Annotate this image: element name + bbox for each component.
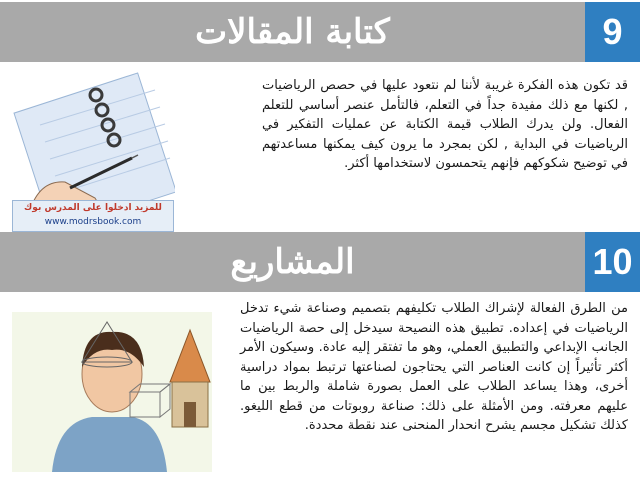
section-9-banner: [0, 2, 640, 62]
section-9-number: 9: [585, 2, 640, 62]
watermark-line1: للمزيد ادخلوا على المدرس بوك: [24, 203, 162, 213]
section-10-number: 10: [585, 232, 640, 292]
section-9-title: كتابة المقالات: [195, 12, 390, 52]
section-9-paragraph: قد تكون هذه الفكرة غريبة لأننا لم نتعود عليها في حصص الرياضيات , لكنها مع ذلك مفيدة جداً في التعلم، فالتأمل عنصر أساسي للتعلم الفعال. ولن يدرك الطلاب قيمة الكتابة عن عمليات التفكير في الرياضيات في البداية , لكن بمجرد ما يرون كيف يمكنها مساعدتهم في توضيح شكوكهم فإنهم يتحمسون لاستخدامها أكثر.: [262, 78, 628, 171]
boy-with-3d-shapes-icon: [12, 312, 212, 472]
watermark-url: www.modrsbook.com: [44, 217, 142, 227]
section-10-title: المشاريع: [230, 242, 355, 282]
watermark: [12, 200, 174, 232]
section-10-paragraph: من الطرق الفعالة لإشراك الطلاب تكليفهم بتصميم وصناعة شيء تدخل الرياضيات في إعداده. تطبيق هذه النصيحة سيدخل إلى حصة الرياضيات الجانب الإبداعي والتطبيق العملي، وهو ما تفتقر إليه عادة. وسيكون الأمر أكثر تأثيراً إن كانت العناصر التي يحتاجون لصناعتها ترتبط بمواد دراسية أخرى، وهذا يساعد الطلاب على العمل بصورة شاملة والربط بين ما عليهم معرفته. ومن الأمثلة على ذلك: صناعة روبوتات من قطع الليغو. كذلك تشكيل مجسم يشرح انحدار المنحنى عند نقطة محددة.: [240, 301, 628, 433]
section-10-banner: [0, 232, 640, 292]
